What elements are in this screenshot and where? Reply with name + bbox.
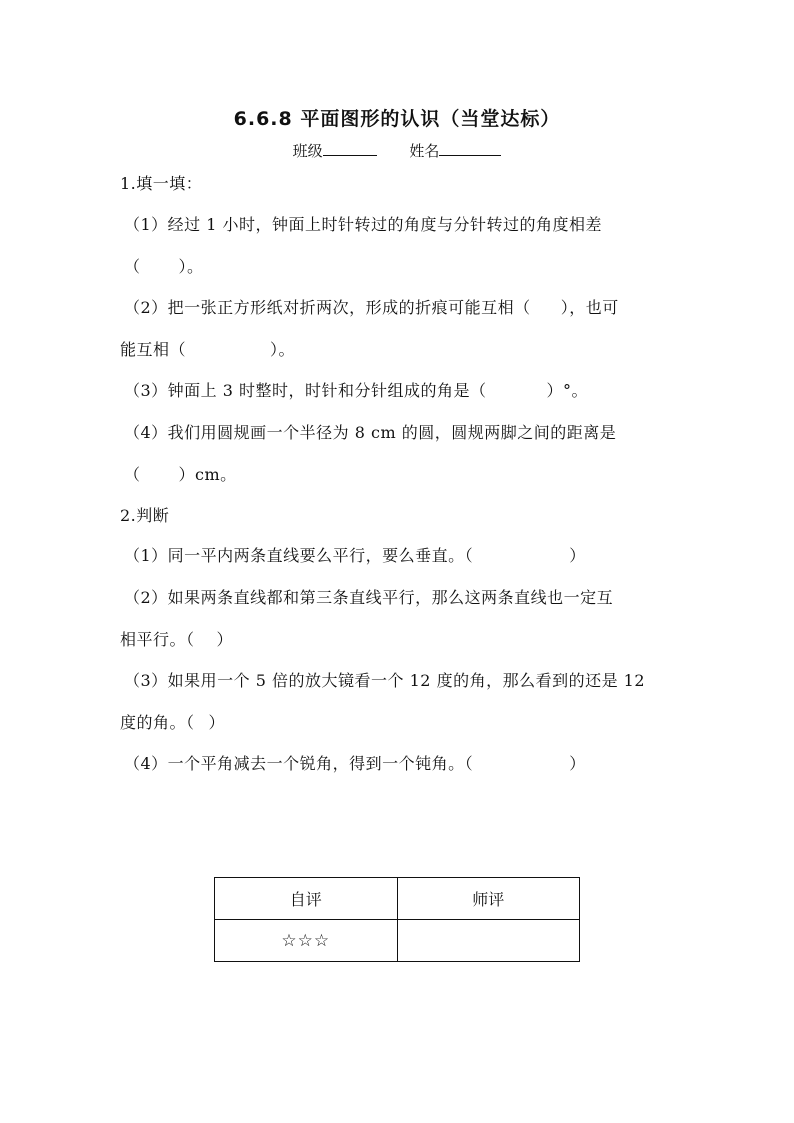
s2-q2-line2 [120, 627, 680, 650]
s1-q1-line2 [124, 254, 684, 277]
page-title: 6.6.8 平面图形的认识（当堂达标） [233, 108, 561, 130]
evaluation-value-row [215, 920, 580, 962]
paren-close: ） [216, 630, 234, 649]
s1-q4-line1: （4）我们用圆规画一个半径为 8 cm 的圆，圆规两脚之间的距离是 [124, 423, 617, 442]
s2-q3-line1: （3）如果用一个 5 倍的放大镜看一个 12 度的角，那么看到的还是 12 [124, 671, 646, 690]
self-eval-stars[interactable]: ☆☆☆ [215, 920, 398, 962]
s1-q3-text-b: ）°。 [546, 381, 589, 400]
s1-q2-text-a: （2）把一张正方形纸对折两次，形成的折痕可能互相（ [124, 298, 531, 317]
s1-q2-line2 [120, 337, 680, 360]
s2-q2-line1: （2）如果两条直线都和第三条直线平行，那么这两条直线也一定互 [124, 588, 614, 607]
teacher-eval-header: 师评 [397, 878, 580, 920]
s1-q4-line2 [124, 462, 684, 485]
s2-q4-text: （4）一个平角减去一个锐角，得到一个钝角。（ [124, 754, 474, 773]
s2-q3-text: 度的角。（ [120, 713, 195, 732]
teacher-eval-cell[interactable] [397, 920, 580, 962]
paren-close: ）。 [178, 257, 204, 276]
s1-q2-line1 [124, 295, 684, 318]
paren-close: ） [569, 754, 586, 773]
s1-q1-line1: （1）经过 1 小时，钟面上时针转过的角度与分针转过的角度相差 [124, 215, 603, 234]
s1-q3-text-a: （3）钟面上 3 时整时，时针和分针组成的角是（ [124, 381, 487, 400]
class-blank[interactable] [323, 141, 377, 156]
self-eval-header: 自评 [215, 878, 398, 920]
paren-close: ） [208, 713, 226, 732]
section2-heading: 2.判断 [120, 506, 170, 525]
paren-close: ）cm。 [178, 465, 237, 484]
name-label: 姓名 [409, 142, 440, 160]
evaluation-table [214, 877, 580, 962]
paren-open: （ [124, 257, 141, 276]
name-field [409, 142, 501, 160]
s1-q2-text-c: 能互相（ [120, 340, 187, 359]
evaluation-header-row [215, 878, 580, 920]
s1-q3 [124, 378, 684, 401]
name-blank[interactable] [439, 141, 501, 156]
section1-heading: 1.填一填： [120, 174, 203, 193]
s2-q1 [124, 543, 684, 566]
s1-q2-text-b: ），也可 [560, 298, 619, 317]
paren-open: （ [124, 465, 141, 484]
class-field [293, 142, 382, 160]
s2-q4 [124, 751, 684, 774]
s2-q3-line2 [120, 710, 680, 733]
class-label: 班级 [292, 142, 323, 160]
s1-q2-text-d: ）。 [270, 340, 296, 359]
paren-close: ） [569, 546, 586, 565]
s2-q1-text: （1）同一平内两条直线要么平行，要么垂直。（ [124, 546, 474, 565]
s2-q2-text: 相平行。（ [120, 630, 195, 649]
student-info [0, 140, 794, 161]
